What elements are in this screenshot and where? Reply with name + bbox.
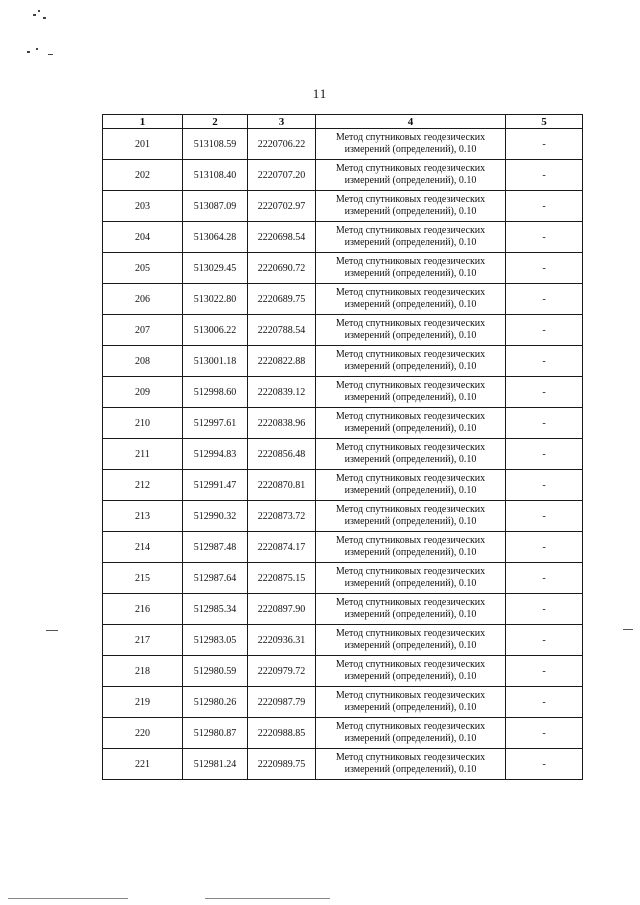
method-cell xyxy=(316,346,506,377)
y-coordinate-cell: 2220707.20 xyxy=(248,160,316,191)
method-line: измерений (определений), 0.10 xyxy=(344,175,477,186)
column-5-cell: - xyxy=(506,377,583,408)
method-cell xyxy=(316,656,506,687)
y-coordinate-cell: 2220897.90 xyxy=(248,594,316,625)
x-coordinate-cell: 512991.47 xyxy=(183,470,248,501)
point-number-cell: 206 xyxy=(103,284,183,315)
x-coordinate-cell: 512980.59 xyxy=(183,656,248,687)
method-line: измерений (определений), 0.10 xyxy=(344,733,477,744)
method-line: Метод спутниковых геодезических xyxy=(335,194,486,205)
method-cell xyxy=(316,377,506,408)
x-coordinate-cell: 513006.22 xyxy=(183,315,248,346)
column-header: 5 xyxy=(506,115,583,129)
column-5-cell: - xyxy=(506,656,583,687)
method-cell xyxy=(316,501,506,532)
point-number-cell: 213 xyxy=(103,501,183,532)
table-row xyxy=(103,377,583,408)
column-header: 1 xyxy=(103,115,183,129)
x-coordinate-cell: 512980.87 xyxy=(183,718,248,749)
point-number-cell: 217 xyxy=(103,625,183,656)
table-header-row xyxy=(103,115,583,129)
column-5-cell: - xyxy=(506,718,583,749)
table-row xyxy=(103,594,583,625)
y-coordinate-cell: 2220822.88 xyxy=(248,346,316,377)
table-row xyxy=(103,687,583,718)
point-number-cell: 205 xyxy=(103,253,183,284)
column-5-cell: - xyxy=(506,129,583,160)
table-row xyxy=(103,284,583,315)
method-line: Метод спутниковых геодезических xyxy=(335,628,486,639)
x-coordinate-cell: 513108.59 xyxy=(183,129,248,160)
method-line: измерений (определений), 0.10 xyxy=(344,609,477,620)
table-row xyxy=(103,346,583,377)
method-cell xyxy=(316,129,506,160)
table-row xyxy=(103,129,583,160)
method-line: измерений (определений), 0.10 xyxy=(344,206,477,217)
x-coordinate-cell: 512998.60 xyxy=(183,377,248,408)
method-line: измерений (определений), 0.10 xyxy=(344,268,477,279)
x-coordinate-cell: 512997.61 xyxy=(183,408,248,439)
column-5-cell: - xyxy=(506,501,583,532)
scan-artifact xyxy=(38,10,40,12)
column-5-cell: - xyxy=(506,222,583,253)
method-cell xyxy=(316,687,506,718)
point-number-cell: 210 xyxy=(103,408,183,439)
y-coordinate-cell: 2220987.79 xyxy=(248,687,316,718)
method-line: измерений (определений), 0.10 xyxy=(344,547,477,558)
x-coordinate-cell: 513022.80 xyxy=(183,284,248,315)
method-line: Метод спутниковых геодезических xyxy=(335,752,486,763)
method-line: Метод спутниковых геодезических xyxy=(335,442,486,453)
method-cell xyxy=(316,439,506,470)
point-number-cell: 221 xyxy=(103,749,183,780)
method-line: Метод спутниковых геодезических xyxy=(335,287,486,298)
y-coordinate-cell: 2220839.12 xyxy=(248,377,316,408)
method-line: измерений (определений), 0.10 xyxy=(344,423,477,434)
column-5-cell: - xyxy=(506,439,583,470)
method-line: измерений (определений), 0.10 xyxy=(344,485,477,496)
method-line: измерений (определений), 0.10 xyxy=(344,764,477,775)
x-coordinate-cell: 513029.45 xyxy=(183,253,248,284)
method-line: измерений (определений), 0.10 xyxy=(344,640,477,651)
method-cell xyxy=(316,222,506,253)
method-cell xyxy=(316,408,506,439)
point-number-cell: 211 xyxy=(103,439,183,470)
point-number-cell: 212 xyxy=(103,470,183,501)
x-coordinate-cell: 512981.24 xyxy=(183,749,248,780)
column-header: 2 xyxy=(183,115,248,129)
coordinates-table xyxy=(102,114,583,780)
method-line: Метод спутниковых геодезических xyxy=(335,473,486,484)
column-5-cell: - xyxy=(506,315,583,346)
y-coordinate-cell: 2220838.96 xyxy=(248,408,316,439)
column-5-cell: - xyxy=(506,346,583,377)
column-5-cell: - xyxy=(506,408,583,439)
method-line: измерений (определений), 0.10 xyxy=(344,237,477,248)
scan-artifact xyxy=(623,629,633,630)
table-row xyxy=(103,470,583,501)
x-coordinate-cell: 513001.18 xyxy=(183,346,248,377)
scan-artifact xyxy=(36,48,38,50)
method-line: измерений (определений), 0.10 xyxy=(344,361,477,372)
x-coordinate-cell: 513087.09 xyxy=(183,191,248,222)
method-cell xyxy=(316,253,506,284)
column-header: 4 xyxy=(316,115,506,129)
scan-artifact xyxy=(46,630,58,631)
table-body xyxy=(103,129,583,780)
x-coordinate-cell: 512994.83 xyxy=(183,439,248,470)
column-5-cell: - xyxy=(506,749,583,780)
point-number-cell: 208 xyxy=(103,346,183,377)
scan-artifact xyxy=(43,17,46,19)
y-coordinate-cell: 2220979.72 xyxy=(248,656,316,687)
x-coordinate-cell: 512990.32 xyxy=(183,501,248,532)
y-coordinate-cell: 2220690.72 xyxy=(248,253,316,284)
method-line: измерений (определений), 0.10 xyxy=(344,454,477,465)
point-number-cell: 220 xyxy=(103,718,183,749)
method-line: Метод спутниковых геодезических xyxy=(335,535,486,546)
method-cell xyxy=(316,563,506,594)
x-coordinate-cell: 512980.26 xyxy=(183,687,248,718)
column-5-cell: - xyxy=(506,284,583,315)
x-coordinate-cell: 513108.40 xyxy=(183,160,248,191)
point-number-cell: 209 xyxy=(103,377,183,408)
table-row xyxy=(103,656,583,687)
method-line: Метод спутниковых геодезических xyxy=(335,566,486,577)
point-number-cell: 201 xyxy=(103,129,183,160)
method-line: измерений (определений), 0.10 xyxy=(344,392,477,403)
method-line: Метод спутниковых геодезических xyxy=(335,132,486,143)
point-number-cell: 215 xyxy=(103,563,183,594)
x-coordinate-cell: 512985.34 xyxy=(183,594,248,625)
method-line: измерений (определений), 0.10 xyxy=(344,299,477,310)
method-line: измерений (определений), 0.10 xyxy=(344,702,477,713)
y-coordinate-cell: 2220698.54 xyxy=(248,222,316,253)
table-row xyxy=(103,191,583,222)
y-coordinate-cell: 2220788.54 xyxy=(248,315,316,346)
point-number-cell: 204 xyxy=(103,222,183,253)
table-row xyxy=(103,532,583,563)
x-coordinate-cell: 512987.48 xyxy=(183,532,248,563)
method-line: измерений (определений), 0.10 xyxy=(344,330,477,341)
footer-line xyxy=(205,898,330,899)
column-5-cell: - xyxy=(506,563,583,594)
method-cell xyxy=(316,160,506,191)
column-5-cell: - xyxy=(506,532,583,563)
scan-artifact xyxy=(27,51,30,53)
method-cell xyxy=(316,284,506,315)
x-coordinate-cell: 513064.28 xyxy=(183,222,248,253)
method-line: Метод спутниковых геодезических xyxy=(335,659,486,670)
table-row xyxy=(103,408,583,439)
method-cell xyxy=(316,532,506,563)
method-cell xyxy=(316,594,506,625)
column-5-cell: - xyxy=(506,160,583,191)
method-line: Метод спутниковых геодезических xyxy=(335,690,486,701)
method-line: Метод спутниковых геодезических xyxy=(335,411,486,422)
table-row xyxy=(103,718,583,749)
table-row xyxy=(103,749,583,780)
method-line: Метод спутниковых геодезических xyxy=(335,721,486,732)
y-coordinate-cell: 2220689.75 xyxy=(248,284,316,315)
table-row xyxy=(103,439,583,470)
table-row xyxy=(103,501,583,532)
method-cell xyxy=(316,625,506,656)
table-row xyxy=(103,563,583,594)
scan-artifact xyxy=(48,54,53,55)
method-cell xyxy=(316,315,506,346)
method-cell xyxy=(316,749,506,780)
y-coordinate-cell: 2220874.17 xyxy=(248,532,316,563)
method-line: Метод спутниковых геодезических xyxy=(335,349,486,360)
point-number-cell: 219 xyxy=(103,687,183,718)
method-line: Метод спутниковых геодезических xyxy=(335,504,486,515)
scan-artifact xyxy=(33,14,36,16)
method-line: Метод спутниковых геодезических xyxy=(335,597,486,608)
y-coordinate-cell: 2220936.31 xyxy=(248,625,316,656)
column-5-cell: - xyxy=(506,253,583,284)
x-coordinate-cell: 512983.05 xyxy=(183,625,248,656)
method-line: измерений (определений), 0.10 xyxy=(344,516,477,527)
method-line: Метод спутниковых геодезических xyxy=(335,225,486,236)
point-number-cell: 218 xyxy=(103,656,183,687)
y-coordinate-cell: 2220702.97 xyxy=(248,191,316,222)
column-5-cell: - xyxy=(506,625,583,656)
y-coordinate-cell: 2220875.15 xyxy=(248,563,316,594)
y-coordinate-cell: 2220989.75 xyxy=(248,749,316,780)
method-line: измерений (определений), 0.10 xyxy=(344,671,477,682)
point-number-cell: 202 xyxy=(103,160,183,191)
table-row xyxy=(103,625,583,656)
method-cell xyxy=(316,718,506,749)
column-5-cell: - xyxy=(506,594,583,625)
y-coordinate-cell: 2220988.85 xyxy=(248,718,316,749)
x-coordinate-cell: 512987.64 xyxy=(183,563,248,594)
y-coordinate-cell: 2220870.81 xyxy=(248,470,316,501)
table-row xyxy=(103,222,583,253)
method-line: Метод спутниковых геодезических xyxy=(335,256,486,267)
method-line: измерений (определений), 0.10 xyxy=(344,144,477,155)
column-5-cell: - xyxy=(506,687,583,718)
page-number: 11 xyxy=(312,86,328,101)
column-5-cell: - xyxy=(506,191,583,222)
footer-line xyxy=(8,898,128,899)
method-line: Метод спутниковых геодезических xyxy=(335,163,486,174)
point-number-cell: 216 xyxy=(103,594,183,625)
method-line: измерений (определений), 0.10 xyxy=(344,578,477,589)
point-number-cell: 203 xyxy=(103,191,183,222)
method-line: Метод спутниковых геодезических xyxy=(335,380,486,391)
point-number-cell: 214 xyxy=(103,532,183,563)
table-row xyxy=(103,315,583,346)
method-line: Метод спутниковых геодезических xyxy=(335,318,486,329)
y-coordinate-cell: 2220873.72 xyxy=(248,501,316,532)
method-cell xyxy=(316,470,506,501)
column-5-cell: - xyxy=(506,470,583,501)
point-number-cell: 207 xyxy=(103,315,183,346)
table-row xyxy=(103,253,583,284)
table-row xyxy=(103,160,583,191)
column-header: 3 xyxy=(248,115,316,129)
method-cell xyxy=(316,191,506,222)
y-coordinate-cell: 2220856.48 xyxy=(248,439,316,470)
y-coordinate-cell: 2220706.22 xyxy=(248,129,316,160)
